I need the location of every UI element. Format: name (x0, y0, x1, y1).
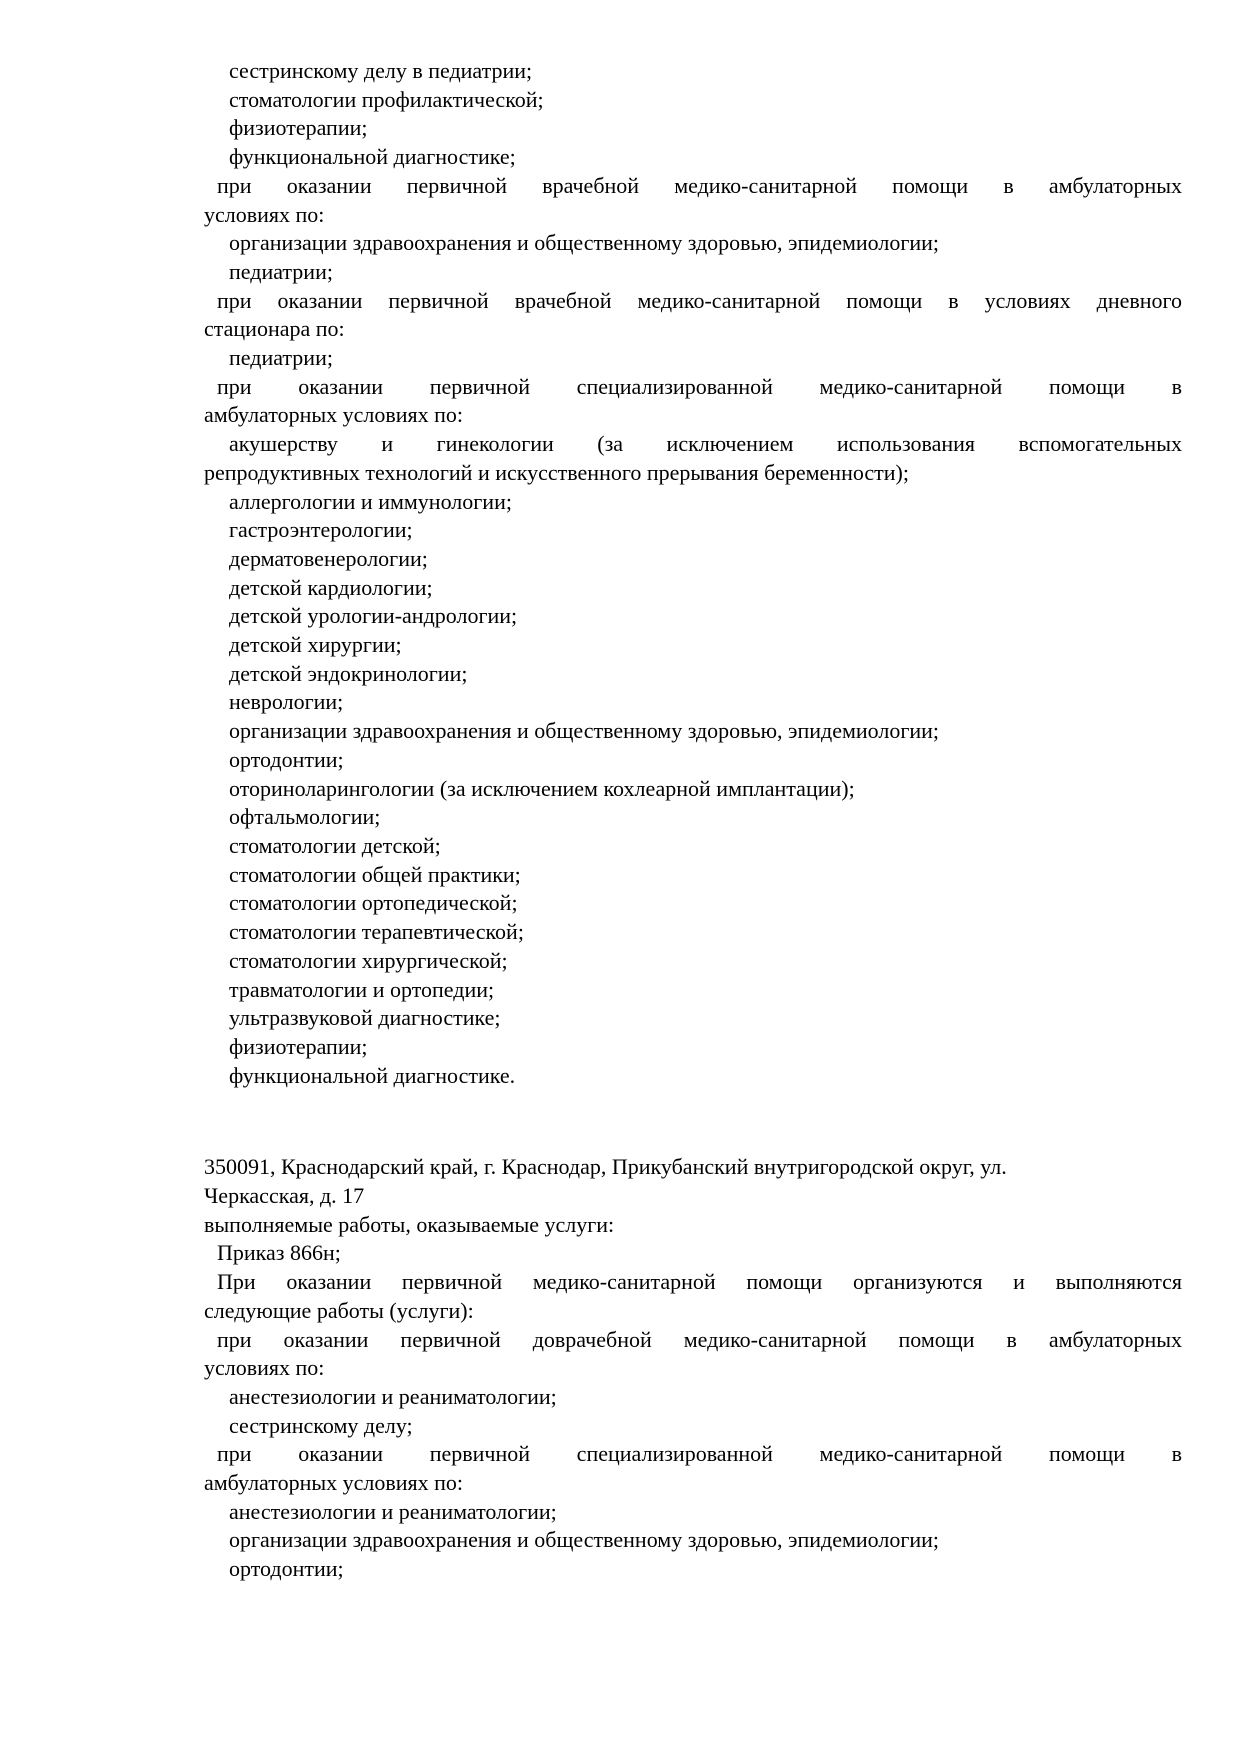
text-line: аллергологии и иммунологии; (229, 488, 512, 514)
text-line: сестринскому делу; (229, 1412, 413, 1438)
text-line: амбулаторных условиях по: (204, 1470, 464, 1496)
document-content (204, 57, 1182, 1584)
text-line: стоматологии профилактической; (229, 86, 544, 112)
text-line: оториноларингологии (за исключением кохлеарной имплантации); (229, 775, 855, 801)
text-line: анестезиологии и реаниматологии; (229, 1498, 557, 1524)
text-line: функциональной диагностике. (229, 1062, 516, 1088)
text-line: стационара по: (204, 316, 345, 342)
text-line: детской кардиологии; (229, 574, 433, 600)
text-line: 350091, Краснодарский край, г. Краснодар, Прикубанский внутригородской округ, ул. (204, 1154, 1007, 1180)
text-line: стоматологии ортопедической; (229, 890, 518, 916)
text-line: педиатрии; (229, 345, 333, 371)
text-line: при оказании первичной специализированной медико-санитарной помощи в (217, 1441, 1182, 1467)
text-line: физиотерапии; (229, 1033, 368, 1059)
text-line: акушерству и гинекологии (за исключением использования вспомогательных (229, 431, 1182, 457)
text-line: стоматологии общей практики; (229, 861, 521, 887)
text-line: стоматологии терапевтической; (229, 919, 524, 945)
text-line: детской урологии-андрологии; (229, 603, 518, 629)
text-line: функциональной диагностике; (229, 144, 516, 170)
text-line: физиотерапии; (229, 115, 368, 141)
text-line: ортодонтии; (229, 746, 344, 772)
text-line: Черкасская, д. 17 (204, 1183, 365, 1209)
text-line: травматологии и ортопедии; (229, 976, 495, 1002)
text-line: организации здравоохранения и общественному здоровью, эпидемиологии; (229, 1527, 940, 1553)
text-line: стоматологии хирургической; (229, 947, 508, 973)
text-line: при оказании первичной врачебной медико-санитарной помощи в амбулаторных (217, 172, 1182, 198)
text-line: при оказании первичной доврачебной медико-санитарной помощи в амбулаторных (217, 1326, 1182, 1352)
text-line: ортодонтии; (229, 1556, 344, 1582)
text-line: Приказ 866н; (217, 1240, 341, 1266)
text-line: При оказании первичной медико-санитарной помощи организуются и выполняются (217, 1269, 1182, 1295)
text-line: репродуктивных технологий и искусственного прерывания беременности); (204, 459, 909, 485)
text-line: следующие работы (услуги): (204, 1297, 474, 1323)
text-line: педиатрии; (229, 258, 333, 284)
text-line: ультразвуковой диагностике; (229, 1005, 501, 1031)
text-line: офтальмологии; (229, 804, 381, 830)
text-line: условиях по: (204, 1355, 325, 1381)
text-line: организации здравоохранения и общественному здоровью, эпидемиологии; (229, 718, 940, 744)
text-line: детской эндокринологии; (229, 660, 468, 686)
text-line: детской хирургии; (229, 632, 402, 658)
text-line: гастроэнтерологии; (229, 517, 413, 543)
text-line: дерматовенерологии; (229, 545, 428, 571)
text-line: при оказании первичной врачебной медико-санитарной помощи в условиях дневного (217, 287, 1182, 313)
text-line: анестезиологии и реаниматологии; (229, 1383, 557, 1409)
text-line: условиях по: (204, 201, 325, 227)
text-line: сестринскому делу в педиатрии; (229, 58, 533, 83)
text-line: амбулаторных условиях по: (204, 402, 464, 428)
text-line: организации здравоохранения и общественному здоровью, эпидемиологии; (229, 230, 940, 256)
text-line: стоматологии детской; (229, 832, 441, 858)
text-line: выполняемые работы, оказываемые услуги: (204, 1211, 615, 1237)
text-line: при оказании первичной специализированной медико-санитарной помощи в (217, 373, 1182, 399)
text-line: неврологии; (229, 689, 344, 715)
